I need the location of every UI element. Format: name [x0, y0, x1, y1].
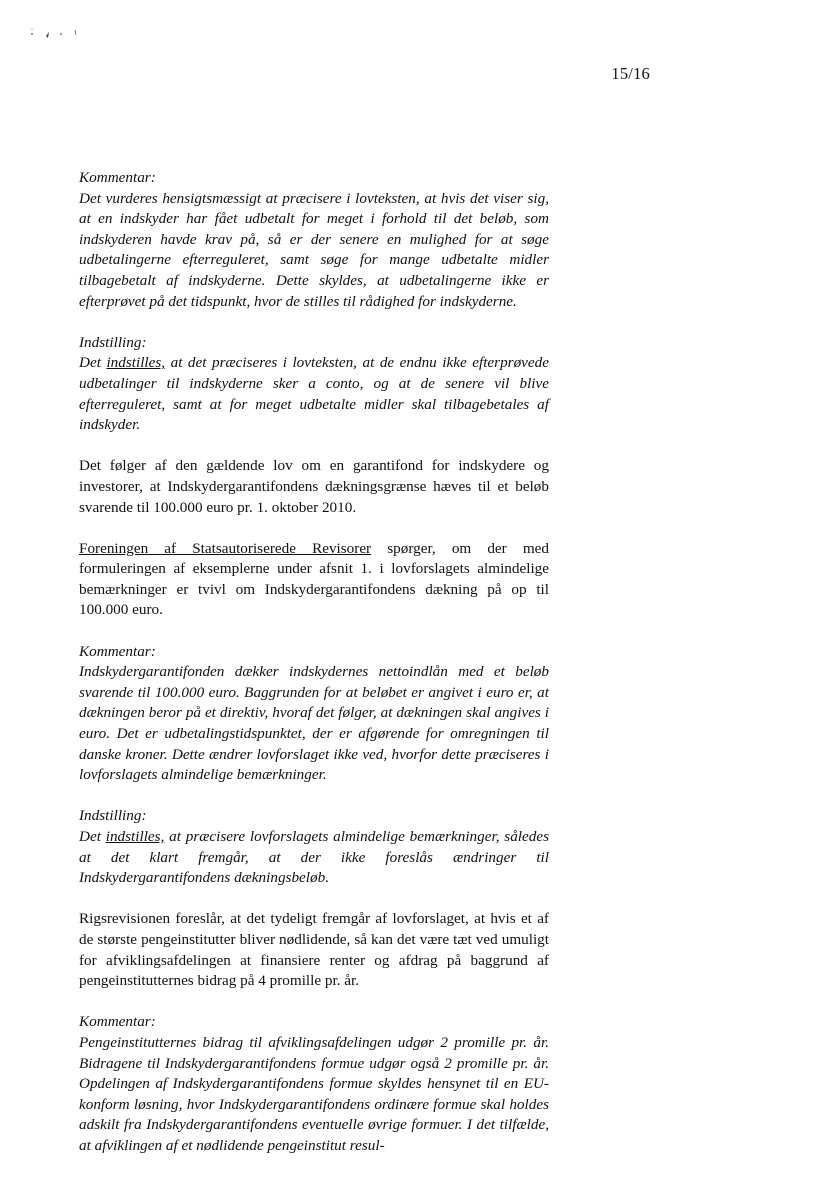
recommendation-body: at det præciseres i lovteksten, at de endnu ikke efterprøvede udbetalinger til indskyderne sker a conto, og at de senere vil blive efterreguleret, samt at for meget udbetalte midler skal tilbagebetales af indskyder.: [79, 354, 549, 434]
recommendation-body: at præcisere lovforslagets almindelige bemærkninger, således at det klart fremgår, at der ikke foreslås ændringer til Indskydergarantifondens dækningsbeløb.: [79, 828, 549, 887]
comment-text: Pengeinstitutternes bidrag til afviklingsafdelingen udgør 2 promille pr. år. Bidragene til Indskydergarantifondens formue udgør også 2 promille pr. år. Opdelingen af Indskydergarantifondens formue skyldes hensynet til en EU-konform løsning, hvor Indskydergarantifondens ordinære formue skal holdes adskilt fra Indskydergarantifondens eventuelle øvrige formuer. I det tilfælde, at afviklingen af et nødlidende pengeinstitut resul-: [79, 1033, 549, 1154]
document-body: [79, 168, 549, 1177]
recommendation-text: [79, 353, 549, 435]
paragraph-text: Det følger af den gældende lov om en garantifond for indskydere og investorer, at Indskydergarantifondens dækningsgrænse hæves til et beløb svarende til 100.000 euro pr. 1. oktober 2010.: [79, 457, 549, 516]
comment-heading: Kommentar:: [79, 1013, 156, 1031]
recommendation-keyword: indstilles,: [105, 828, 165, 845]
recommendation-heading: Indstilling:: [79, 807, 147, 825]
recommendation-block: [79, 333, 549, 436]
paragraph-text: Rigsrevisionen foreslår, at det tydeligt fremgår af lovforslaget, at hvis et af de største pengeinstitutter bliver nødlidende, så kan det være tæt ved umuligt for afviklingsafdelingen at finansiere renter og afdrag på baggrund af pengeinstitutternes bidrag på 4 promille pr. år.: [79, 910, 549, 990]
comment-heading: Kommentar:: [79, 642, 156, 660]
organization-name: Foreningen af Statsautoriserede Revisorer: [79, 539, 372, 557]
paragraph-block: [79, 909, 549, 991]
comment-text: Det vurderes hensigtsmæssigt at præcisere i lovteksten, at hvis det viser sig, at en indskyder har fået udbetalt for meget i forhold til det beløb, som indskyderen havde krav på, så er der senere en mulighed for at søge udbetalingerne efterreguleret, samt søge for mange udbetalte midler tilbagebetalt af indskyderne. Dette skyldes, at udbetalingerne ikke er efterprøvet på det tidspunkt, hvor de stilles til rådighed for indskyderne.: [79, 189, 549, 310]
recommendation-lead: Det: [79, 828, 106, 845]
recommendation-text: [79, 827, 549, 889]
recommendation-keyword: indstilles,: [106, 354, 166, 372]
paragraph-block: [79, 456, 549, 518]
recommendation-heading: Indstilling:: [79, 333, 147, 351]
paragraph-block: [79, 539, 549, 621]
comment-block: [79, 642, 549, 786]
recommendation-lead: Det: [79, 354, 107, 372]
page-number: 15/16: [611, 64, 650, 83]
recommendation-block: [79, 806, 549, 888]
comment-text: Indskydergarantifonden dækker indskydernes nettoindlån med et beløb svarende til 100.000 euro. Baggrunden for at beløbet er angivet i euro er, at dækningen beror på et direktiv, hvoraf det følger, at dækningen skal angives i euro. Det er udbetalingstidspunktet, der er afgørende for omregningen til danske kroner. Dette ændrer lovforslaget ikke ved, hvorfor dette præciseres i lovforslagets almindelige bemærkninger.: [79, 663, 549, 784]
paragraph-text: [79, 539, 549, 621]
comment-block: [79, 1012, 549, 1156]
comment-heading: Kommentar:: [79, 169, 156, 186]
comment-block: [79, 168, 549, 312]
paragraph-body: spørger, om der med formuleringen af eksemplerne under afsnit 1. i lovforslagets almindelige bemærkninger er tvivl om Indskydergarantifondens dækning på op til 100.000 euro.: [79, 539, 549, 619]
scan-speck-marks: [28, 22, 88, 42]
